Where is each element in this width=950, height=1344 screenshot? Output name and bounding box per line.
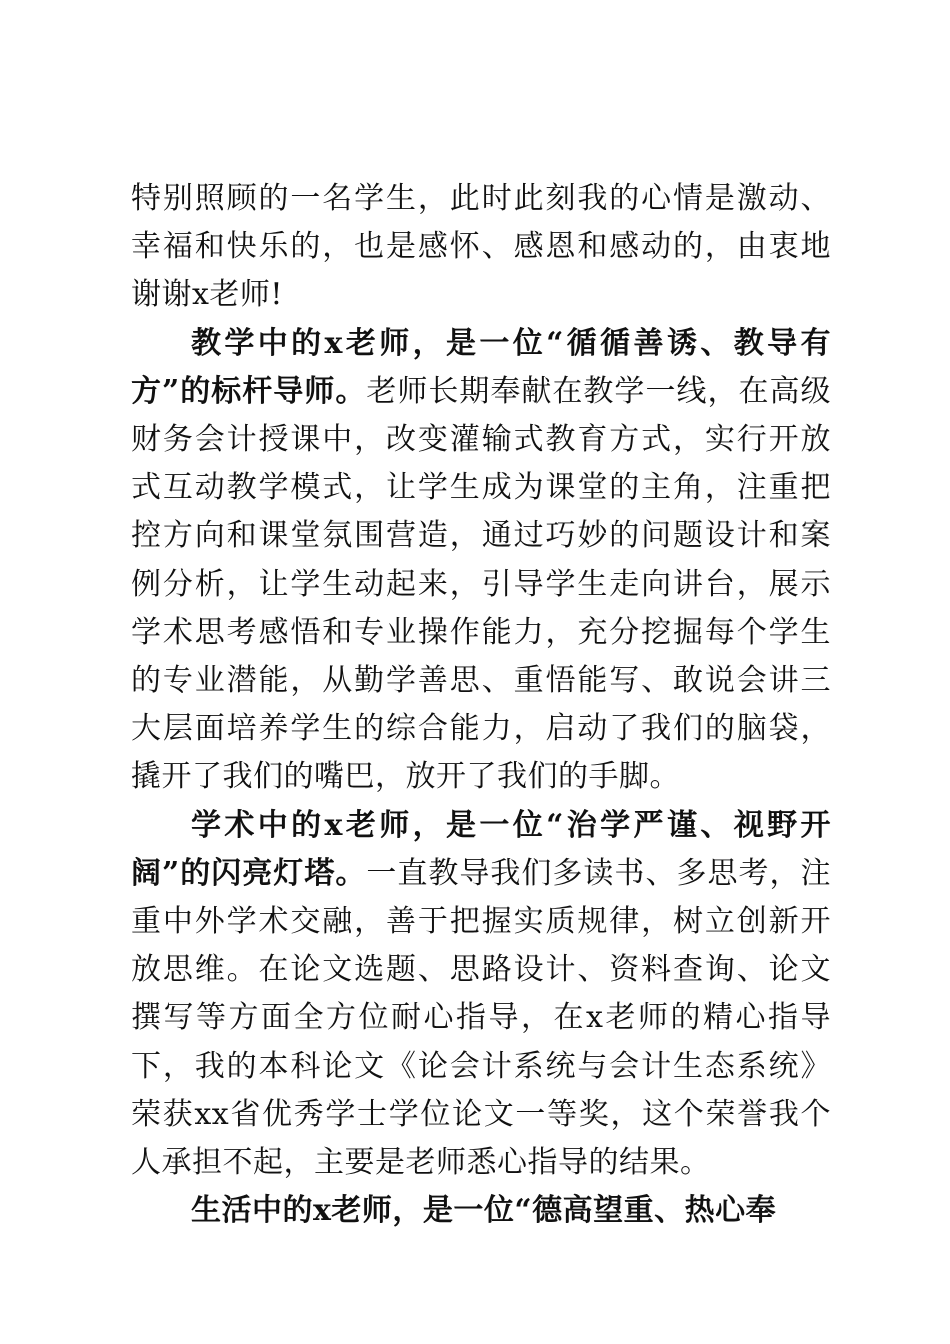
paragraph-lead: 教学中的x老师，是一位“循循善诱、教导有方”的标杆导师。 xyxy=(131,325,831,409)
paragraph-body: 老师长期奉献在教学一线，在高级财务会计授课中，改变灌输式教育方式，实行开放式互动教学模式，让学生成为课堂的主角，注重把控方向和课堂氛围营造，通过巧妙的问题设计和案例分析，让学生动起来，引导学生走向讲台，展示学术思考感悟和专业操作能力，充分挖掘每个学生的专业潜能，从勤学善思、重悟能写、敢说会讲三大层面培养学生的综合能力，启动了我们的脑袋，撬开了我们的嘴巴，放开了我们的手脚。 xyxy=(131,373,831,795)
paragraph-life xyxy=(131,1187,831,1235)
body-text xyxy=(131,175,831,1235)
paragraph-teaching xyxy=(131,320,831,802)
paragraph-continuation xyxy=(131,175,831,320)
paragraph-lead: 学术中的x老师，是一位“治学严谨、视野开阔”的闪亮灯塔。 xyxy=(131,807,831,891)
paragraph-academic xyxy=(131,802,831,1188)
paragraph-body: 一直教导我们多读书、多思考，注重中外学术交融，善于把握实质规律，树立创新开放思维。在论文选题、思路设计、资料查询、论文撰写等方面全方位耐心指导，在x老师的精心指导下，我的本科论文《论会计系统与会计生态系统》荣获xx省优秀学士学位论文一等奖，这个荣誉我个人承担不起，主要是老师悉心指导的结果。 xyxy=(131,855,831,1181)
paragraph-body: 特别照顾的一名学生，此时此刻我的心情是激动、幸福和快乐的，也是感怀、感恩和感动的，由衷地谢谢x老师! xyxy=(131,181,831,313)
paragraph-lead: 生活中的x老师，是一位“德高望重、热心奉 xyxy=(191,1193,777,1229)
